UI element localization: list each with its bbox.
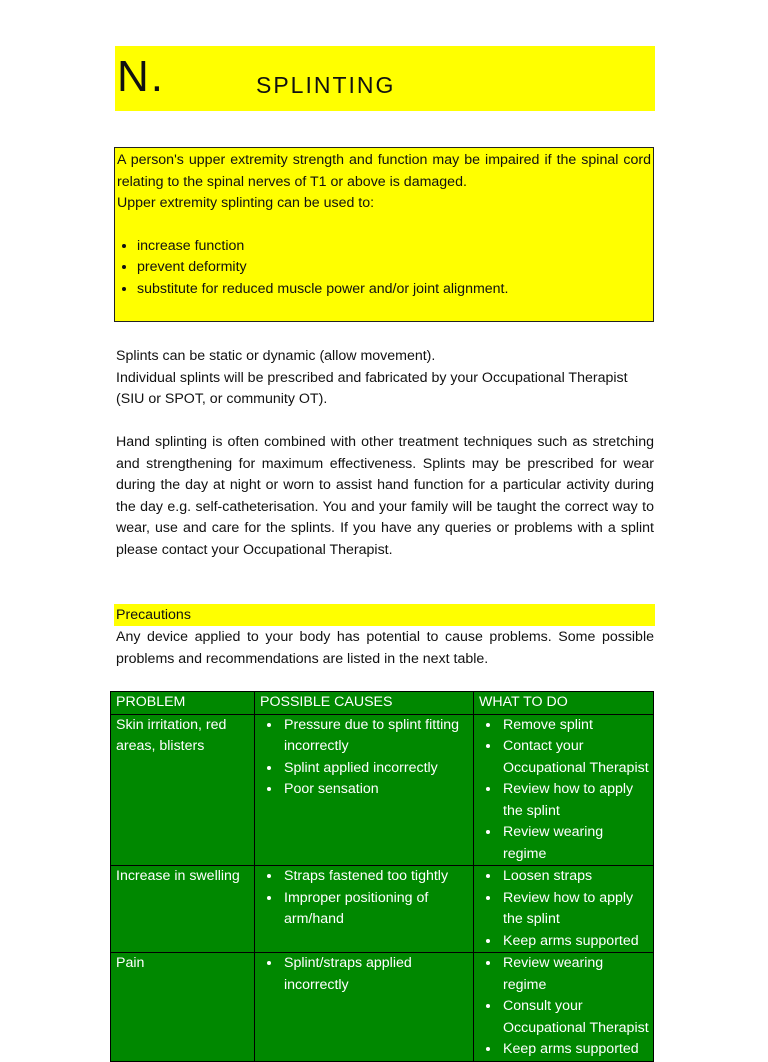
section-title: SPLINTING (256, 72, 396, 98)
precautions-text: Any device applied to your body has potential to cause problems. Some possible problems and recommendations are listed in the next table. (116, 629, 654, 667)
table-header-row (111, 692, 654, 715)
table-row (111, 714, 654, 866)
list-item: • Review how to apply the splint (501, 888, 649, 931)
precautions-heading: Precautions (114, 604, 655, 626)
list-item: • Pressure due to splint fitting incorrectly (282, 715, 469, 758)
list-item: • Review how to apply the splint (501, 779, 649, 822)
intro-box (114, 147, 654, 322)
list-item: • Straps fastened too tightly (282, 866, 469, 888)
intro-text: A person's upper extremity strength and function may be impaired if the spinal cord relating to the spinal nerves of T1 or above is damaged. (117, 152, 651, 190)
table-row (111, 866, 654, 953)
splint-types-paragraph (116, 346, 654, 411)
intro-uses-lead: Upper extremity splinting can be used to: (117, 195, 375, 211)
problem-cell: Skin irritation, red areas, blisters (111, 714, 255, 866)
list-item: • Consult your Occupational Therapist (501, 996, 649, 1039)
list-item: • Loosen straps (501, 866, 649, 888)
list-item: • Remove splint (501, 715, 649, 737)
list-item: • Review wearing regime (501, 822, 649, 865)
actions-cell (474, 866, 654, 953)
list-item: • Improper positioning of arm/hand (282, 888, 469, 931)
section-letter: N. (117, 52, 165, 101)
list-item: • Splint/straps applied incorrectly (282, 953, 469, 996)
splint-types-line: Splints can be static or dynamic (allow movement). (116, 348, 436, 364)
table-row (111, 953, 654, 1062)
column-header-actions: WHAT TO DO (474, 692, 654, 715)
list-item: • prevent deformity (137, 257, 651, 279)
splint-prescription-line: Individual splints will be prescribed and fabricated by your Occupational Therapist (SIU or SPOT, or community OT). (116, 369, 628, 408)
column-header-causes: POSSIBLE CAUSES (255, 692, 474, 715)
uses-list (117, 236, 651, 301)
list-item: • Review wearing regime (501, 953, 649, 996)
list-item: • substitute for reduced muscle power and/or joint alignment. (137, 279, 651, 301)
causes-cell (255, 714, 474, 866)
list-item: • Keep arms supported (501, 931, 649, 953)
hand-splinting-paragraph (116, 432, 654, 562)
problem-cell: Increase in swelling (111, 866, 255, 953)
problems-table (110, 691, 654, 1062)
hand-splinting-text: Hand splinting is often combined with other treatment techniques such as stretching and strengthening for maximum effectiveness. Splints may be prescribed for wear during the day at night or worn to assist hand function for a particular activity during the day e.g. self-catheterisation. You and your family will be taught the correct way to wear, use and care for the splints. If you have any queries or problems with a splint please contact your Occupational Therapist. (116, 434, 654, 558)
column-header-problem: PROBLEM (111, 692, 255, 715)
list-item: • Keep arms supported (501, 1039, 649, 1061)
list-item: • Splint applied incorrectly (282, 758, 469, 780)
actions-cell (474, 714, 654, 866)
causes-cell (255, 866, 474, 953)
section-header (115, 46, 655, 111)
precautions-paragraph (116, 627, 654, 670)
actions-cell (474, 953, 654, 1062)
problem-cell: Pain (111, 953, 255, 1062)
list-item: • Poor sensation (282, 779, 469, 801)
list-item: • increase function (137, 236, 651, 258)
causes-cell (255, 953, 474, 1062)
list-item: • Contact your Occupational Therapist (501, 736, 649, 779)
